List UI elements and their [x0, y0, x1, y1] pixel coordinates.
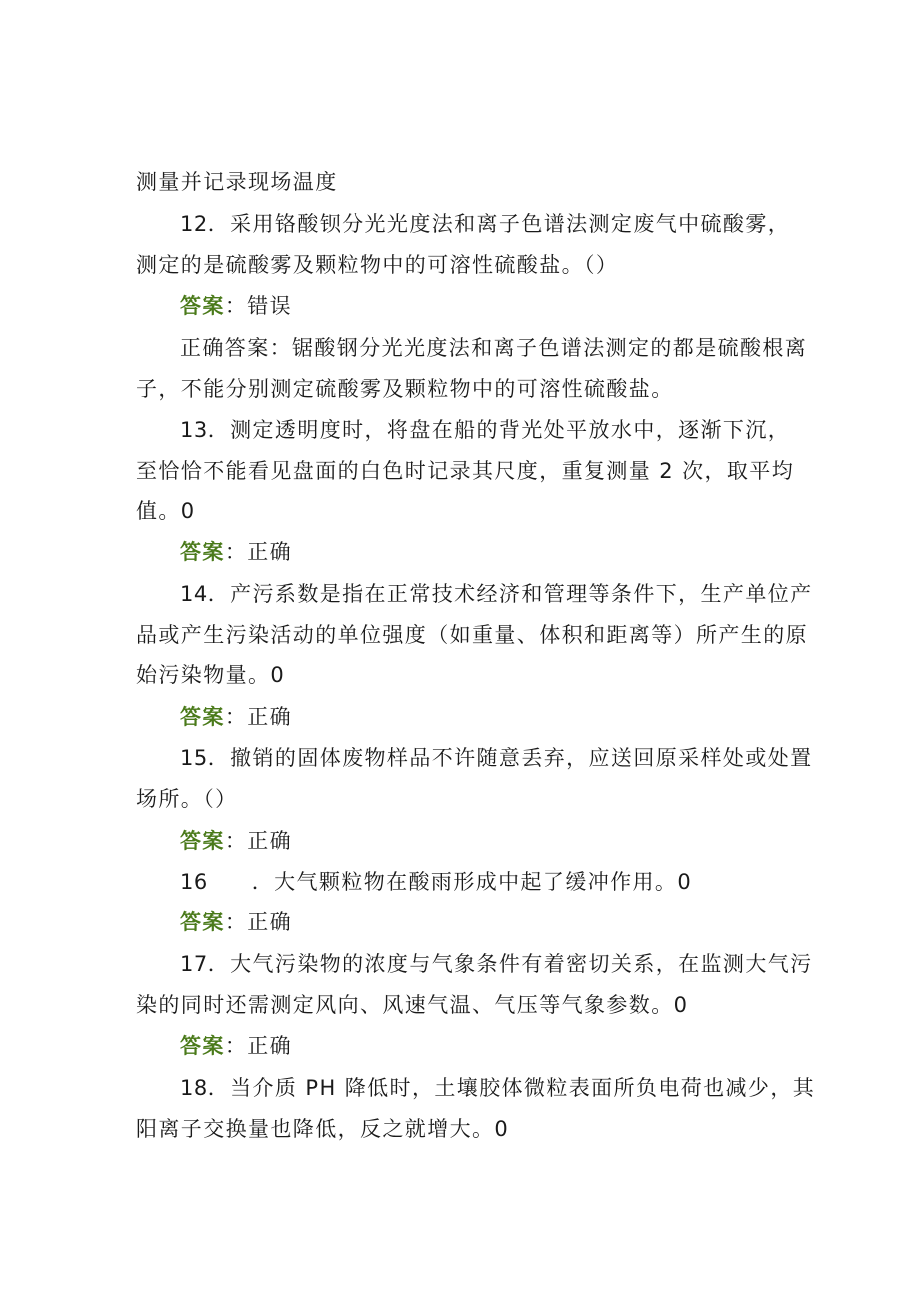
answer-17-value: 正确: [247, 1034, 293, 1058]
question-18-line-2: 阳离子交换量也降低，反之就增大。0: [136, 1117, 510, 1141]
question-17-line-1: 17．大气污染物的浓度与气象条件有着密切关系，在监测大气污: [180, 952, 813, 976]
answer-16-value: 正确: [247, 910, 293, 934]
question-17-line-2: 染的同时还需测定风向、风速气温、气压等气象参数。0: [136, 993, 689, 1017]
question-17-number: 17: [180, 952, 208, 976]
correction-12-line-1: 正确答案：锯酸钢分光光度法和离子色谱法测定的都是硫酸根离: [180, 336, 808, 360]
question-14-number: 14: [180, 582, 208, 606]
question-13-line-1: 13．测定透明度时，将盘在船的背光处平放水中，逐渐下沉，: [180, 418, 791, 442]
answer-label: 答案: [180, 705, 225, 729]
question-13-line-3: 值。0: [136, 499, 196, 523]
answer-label: 答案: [180, 294, 225, 318]
correction-12-line-2: 子，不能分别测定硫酸雾及颗粒物中的可溶性硫酸盐。: [136, 377, 674, 401]
question-16-number: 16: [180, 870, 208, 894]
answer-15: 答案：正确: [180, 829, 293, 853]
question-18-line-1: 18．当介质 PH 降低时，土壤胶体微粒表面所负电荷也减少，其: [180, 1076, 816, 1100]
question-12-number: 12: [180, 212, 208, 236]
question-16-line-1: 16 ．大气颗粒物在酸雨形成中起了缓冲作用。0: [180, 870, 693, 894]
answer-15-value: 正确: [247, 829, 293, 853]
answer-12-value: 错误: [247, 294, 293, 318]
question-13-number: 13: [180, 418, 208, 442]
question-18-number: 18: [180, 1076, 208, 1100]
answer-13: 答案：正确: [180, 540, 293, 564]
answer-17: 答案：正确: [180, 1034, 293, 1058]
question-15-line-2: 场所。（）: [136, 787, 238, 811]
answer-14: 答案：正确: [180, 705, 293, 729]
question-15-number: 15: [180, 746, 208, 770]
answer-16: 答案：正确: [180, 910, 293, 934]
question-14-line-1: 14．产污系数是指在正常技术经济和管理等条件下，生产单位产: [180, 582, 813, 606]
question-14-line-3: 始污染物量。0: [136, 663, 286, 687]
answer-label: 答案: [180, 1034, 225, 1058]
lead-line: 测量并记录现场温度: [136, 170, 338, 194]
question-13-line-2: 至恰恰不能看见盘面的白色时记录其尺度，重复测量 2 次，取平均: [136, 459, 795, 483]
answer-label: 答案: [180, 910, 225, 934]
question-12-line-1: 12．采用铬酸钡分光光度法和离子色谱法测定废气中硫酸雾，: [180, 212, 791, 236]
answer-12: 答案：错误: [180, 294, 293, 318]
question-12-line-2: 测定的是硫酸雾及颗粒物中的可溶性硫酸盐。（）: [136, 253, 619, 277]
question-15-line-1: 15．撤销的固体废物样品不许随意丢弃，应送回原采样处或处置: [180, 746, 813, 770]
answer-label: 答案: [180, 540, 225, 564]
answer-13-value: 正确: [247, 540, 293, 564]
question-14-line-2: 品或产生污染活动的单位强度（如重量、体积和距离等）所产生的原: [136, 623, 808, 647]
answer-label: 答案: [180, 829, 225, 853]
answer-14-value: 正确: [247, 705, 293, 729]
